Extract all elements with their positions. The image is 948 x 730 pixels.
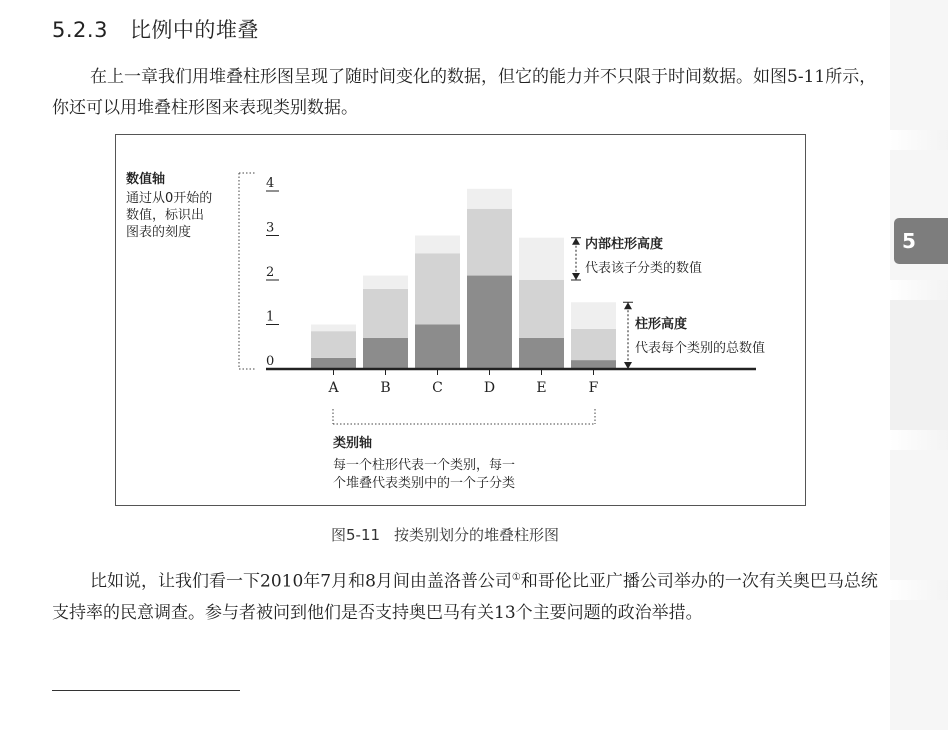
y-tick-label: 0 [266,354,275,369]
bar-segment-B-1 [363,338,408,369]
bar-segment-B-2 [363,289,408,338]
x-tick-label: E [536,380,547,396]
y-tick-label: 4 [266,176,275,191]
inner-height-arrow [571,238,581,280]
bar-segment-E-2 [519,280,564,338]
figure-caption-text: 按类别划分的堆叠柱形图 [394,526,560,544]
bar-segment-C-3 [415,236,460,254]
bar-segment-E-3 [519,238,564,280]
chart-bars [311,189,616,369]
x-axis-labels [327,369,598,396]
paragraph-example-text-a: 比如说，让我们看一下2010年7月和8月间由盖洛普公司 [90,571,512,592]
footnote-separator [52,690,240,691]
bar-segment-D-2 [467,209,512,276]
arrow-head-down [572,273,580,280]
figure-number: 图5-11 [331,526,381,544]
x-tick-label: B [380,380,391,396]
y-tick-label: 1 [266,309,275,325]
bar-height-arrow [623,302,633,369]
bar-segment-A-3 [311,325,356,332]
section-heading [52,14,259,44]
bar-height-note-text: 代表每个类别的总数值 [635,341,766,356]
paragraph-intro [52,62,882,124]
bar-segment-F-1 [571,360,616,369]
footnote-marker[interactable]: ① [511,572,521,583]
section-number: 5.2.3 [52,18,108,42]
inner-height-note-title: 内部柱形高度 [585,237,664,252]
x-tick-label: C [432,380,443,396]
figure-stacked-bar-chart [115,134,806,506]
inner-height-note-text: 代表该子分类的数值 [585,261,703,276]
value-axis-note-title: 数值轴 [126,172,166,187]
bar-segment-C-1 [415,325,460,370]
paragraph-example-text-b: 和哥伦比亚广播公司举办的一次有关奥巴马总统支持率的民意调查。参与者被问到他们是否支持奥巴马有关13个主要问题的政治举措。 [52,571,878,623]
x-tick-label: A [328,380,339,396]
value-axis-note-line: 图表的刻度 [126,225,192,240]
value-axis-note-line: 通过从0开始的 [126,191,213,206]
paragraph-example [52,562,882,629]
bar-segment-F-3 [571,302,616,329]
y-tick-label: 2 [266,265,275,280]
bar-segment-F-2 [571,329,616,360]
bar-segment-E-1 [519,338,564,369]
category-axis-note-line: 个堆叠代表类别中的一个子分类 [333,476,516,491]
figure-caption [331,524,559,545]
paragraph-intro-text: 在上一章我们用堆叠柱形图呈现了随时间变化的数据，但它的能力并不只限于时间数据。如图5-11所示，你还可以用堆叠柱形图来表现类别数据。 [52,67,877,118]
bar-segment-D-3 [467,189,512,209]
x-tick-label: D [483,380,496,396]
chapter-tab[interactable]: 5 [894,218,948,264]
arrow-head-up [572,238,580,245]
section-title: 比例中的堆叠 [129,18,259,42]
bar-segment-A-1 [311,358,356,369]
y-axis-ticks [266,176,279,369]
x-tick-label: F [588,380,599,396]
bar-segment-D-1 [467,276,512,369]
bar-segment-C-2 [415,253,460,324]
arrow-head-up [624,302,632,309]
bar-segment-A-2 [311,331,356,358]
bar-height-note-title: 柱形高度 [635,317,688,332]
y-tick-label: 3 [266,220,275,236]
value-axis-note-line: 数值，标识出 [126,208,205,223]
category-axis-note-title: 类别轴 [333,436,373,451]
bar-segment-B-3 [363,276,408,289]
category-axis-note-line: 每一个柱形代表一个类别，每一 [333,458,516,473]
stacked-bar-chart [116,135,807,507]
